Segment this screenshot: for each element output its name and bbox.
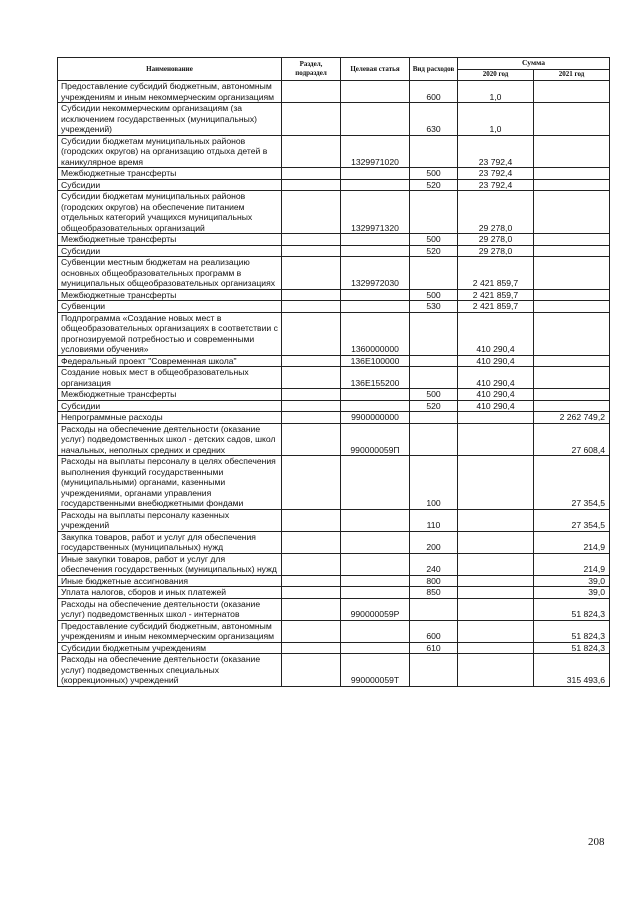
row-sum-2021-cell: 51 824,3 — [534, 642, 610, 654]
row-section-cell — [282, 312, 341, 355]
row-expense-type-cell: 850 — [410, 587, 458, 599]
row-name-cell: Уплата налогов, сборов и иных платежей — [58, 587, 282, 599]
row-target-cell — [341, 245, 410, 257]
table-row — [58, 191, 610, 234]
row-sum-2020-cell: 1,0 — [458, 103, 534, 136]
row-section-cell — [282, 553, 341, 575]
row-name-cell: Субсидии некоммерческим организациям (за исключением государственных (муниципальных) учреждений) — [58, 103, 282, 136]
row-name-cell: Субвенции местным бюджетам на реализацию основных общеобразовательных программ в муниципальных общеобразовательных организациях — [58, 257, 282, 290]
row-section-cell — [282, 423, 341, 456]
row-name-cell: Предоставление субсидий бюджетным, автономным учреждениям и иным некоммерческим организациям — [58, 81, 282, 103]
row-section-cell — [282, 234, 341, 246]
row-sum-2020-cell — [458, 423, 534, 456]
row-expense-type-cell — [410, 135, 458, 168]
row-sum-2020-cell — [458, 575, 534, 587]
row-sum-2021-cell: 51 824,3 — [534, 598, 610, 620]
row-sum-2021-cell — [534, 234, 610, 246]
table-row — [58, 423, 610, 456]
row-expense-type-cell: 500 — [410, 234, 458, 246]
row-sum-2021-cell — [534, 367, 610, 389]
row-expense-type-cell: 520 — [410, 245, 458, 257]
row-target-cell — [341, 575, 410, 587]
row-sum-2020-cell: 410 290,4 — [458, 389, 534, 401]
table-row — [58, 289, 610, 301]
row-expense-type-cell: 500 — [410, 289, 458, 301]
row-sum-2020-cell: 23 792,4 — [458, 135, 534, 168]
row-target-cell: 1360000000 — [341, 312, 410, 355]
row-target-cell — [341, 400, 410, 412]
header-name: Наименование — [58, 58, 282, 81]
row-name-cell: Иные закупки товаров, работ и услуг для обеспечения государственных (муниципальных) нужд — [58, 553, 282, 575]
table-row — [58, 312, 610, 355]
row-name-cell: Непрограммные расходы — [58, 412, 282, 424]
table-row — [58, 456, 610, 510]
row-sum-2021-cell — [534, 191, 610, 234]
row-section-cell — [282, 456, 341, 510]
row-sum-2021-cell: 27 354,5 — [534, 509, 610, 531]
row-section-cell — [282, 301, 341, 313]
row-target-cell — [341, 389, 410, 401]
row-section-cell — [282, 598, 341, 620]
row-sum-2021-cell: 27 608,4 — [534, 423, 610, 456]
row-section-cell — [282, 367, 341, 389]
row-sum-2020-cell: 1,0 — [458, 81, 534, 103]
row-section-cell — [282, 355, 341, 367]
row-name-cell: Иные бюджетные ассигнования — [58, 575, 282, 587]
table-row — [58, 654, 610, 687]
table-row — [58, 81, 610, 103]
row-target-cell — [341, 234, 410, 246]
row-section-cell — [282, 245, 341, 257]
row-sum-2021-cell — [534, 400, 610, 412]
row-name-cell: Расходы на выплаты персоналу казенных учреждений — [58, 509, 282, 531]
row-expense-type-cell — [410, 312, 458, 355]
row-sum-2021-cell — [534, 245, 610, 257]
row-sum-2020-cell — [458, 412, 534, 424]
row-name-cell: Межбюджетные трансферты — [58, 234, 282, 246]
row-name-cell: Предоставление субсидий бюджетным, автономным учреждениям и иным некоммерческим организациям — [58, 620, 282, 642]
row-section-cell — [282, 179, 341, 191]
row-target-cell — [341, 531, 410, 553]
row-sum-2021-cell: 39,0 — [534, 587, 610, 599]
table-row — [58, 553, 610, 575]
row-name-cell: Субсидии бюджетам муниципальных районов (городских округов) на обеспечение питанием отдельных категорий учащихся муниципальных общеобразовательных организаций — [58, 191, 282, 234]
table-row — [58, 245, 610, 257]
row-name-cell: Межбюджетные трансферты — [58, 289, 282, 301]
row-sum-2021-cell — [534, 179, 610, 191]
table-row — [58, 168, 610, 180]
row-name-cell: Расходы на выплаты персоналу в целях обеспечения выполнения функций государственными (муниципальными) органами, казенными учреждениями, органами управления государственными внебюджетными фондами — [58, 456, 282, 510]
row-target-cell — [341, 103, 410, 136]
row-target-cell: 136E100000 — [341, 355, 410, 367]
row-sum-2020-cell — [458, 642, 534, 654]
row-sum-2021-cell — [534, 301, 610, 313]
budget-table — [57, 57, 610, 687]
row-sum-2020-cell: 29 278,0 — [458, 191, 534, 234]
row-section-cell — [282, 168, 341, 180]
table-row — [58, 301, 610, 313]
row-sum-2021-cell: 27 354,5 — [534, 456, 610, 510]
row-section-cell — [282, 620, 341, 642]
row-sum-2020-cell — [458, 553, 534, 575]
row-target-cell: 1329972030 — [341, 257, 410, 290]
table-row — [58, 575, 610, 587]
header-sum: Сумма — [458, 58, 610, 70]
row-section-cell — [282, 289, 341, 301]
row-target-cell: 1329971020 — [341, 135, 410, 168]
row-section-cell — [282, 509, 341, 531]
header-expense-type: Вид расходов — [410, 58, 458, 81]
row-target-cell — [341, 301, 410, 313]
row-section-cell — [282, 575, 341, 587]
row-sum-2020-cell — [458, 587, 534, 599]
row-sum-2020-cell — [458, 509, 534, 531]
row-expense-type-cell — [410, 191, 458, 234]
row-name-cell: Создание новых мест в общеобразовательных организация — [58, 367, 282, 389]
table-row — [58, 257, 610, 290]
row-expense-type-cell: 520 — [410, 400, 458, 412]
row-expense-type-cell: 520 — [410, 179, 458, 191]
row-name-cell: Субсидии — [58, 400, 282, 412]
row-sum-2021-cell — [534, 312, 610, 355]
row-expense-type-cell — [410, 257, 458, 290]
row-target-cell — [341, 553, 410, 575]
row-section-cell — [282, 389, 341, 401]
row-expense-type-cell — [410, 367, 458, 389]
row-target-cell: 1329971320 — [341, 191, 410, 234]
row-target-cell — [341, 289, 410, 301]
row-name-cell: Субсидии бюджетным учреждениям — [58, 642, 282, 654]
row-sum-2020-cell: 410 290,4 — [458, 400, 534, 412]
row-sum-2021-cell: 51 824,3 — [534, 620, 610, 642]
row-name-cell: Субсидии — [58, 245, 282, 257]
row-sum-2020-cell: 410 290,4 — [458, 367, 534, 389]
row-name-cell: Субсидии — [58, 179, 282, 191]
row-section-cell — [282, 257, 341, 290]
page-number: 208 — [588, 836, 605, 848]
table-row — [58, 234, 610, 246]
table-row — [58, 620, 610, 642]
row-section-cell — [282, 531, 341, 553]
header-target: Целевая статья — [341, 58, 410, 81]
row-section-cell — [282, 400, 341, 412]
row-target-cell — [341, 456, 410, 510]
header-section: Раздел, подраздел — [282, 58, 341, 81]
row-sum-2021-cell — [534, 257, 610, 290]
row-section-cell — [282, 191, 341, 234]
row-expense-type-cell: 100 — [410, 456, 458, 510]
row-sum-2021-cell — [534, 135, 610, 168]
row-expense-type-cell: 500 — [410, 389, 458, 401]
row-name-cell: Подпрограмма «Создание новых мест в общеобразовательных организациях в соответствии с прогнозируемой потребностью и современными условиями обучения» — [58, 312, 282, 355]
header-year-2020: 2020 год — [458, 69, 534, 81]
row-name-cell: Межбюджетные трансферты — [58, 389, 282, 401]
row-expense-type-cell: 200 — [410, 531, 458, 553]
row-sum-2021-cell: 214,9 — [534, 531, 610, 553]
row-expense-type-cell: 500 — [410, 168, 458, 180]
row-target-cell — [341, 179, 410, 191]
row-sum-2021-cell — [534, 289, 610, 301]
row-sum-2020-cell: 23 792,4 — [458, 168, 534, 180]
row-target-cell — [341, 81, 410, 103]
row-section-cell — [282, 81, 341, 103]
row-name-cell: Субвенции — [58, 301, 282, 313]
row-target-cell: 9900000000 — [341, 412, 410, 424]
table-row — [58, 531, 610, 553]
table-body — [58, 81, 610, 687]
row-sum-2020-cell — [458, 598, 534, 620]
table-row — [58, 400, 610, 412]
row-sum-2020-cell: 2 421 859,7 — [458, 301, 534, 313]
row-sum-2021-cell — [534, 81, 610, 103]
row-expense-type-cell — [410, 355, 458, 367]
row-expense-type-cell — [410, 598, 458, 620]
row-section-cell — [282, 412, 341, 424]
row-sum-2021-cell: 2 262 749,2 — [534, 412, 610, 424]
row-name-cell: Федеральный проект "Современная школа" — [58, 355, 282, 367]
table-row — [58, 367, 610, 389]
row-name-cell: Субсидии бюджетам муниципальных районов (городских округов) на организацию отдыха детей в каникулярное время — [58, 135, 282, 168]
row-target-cell — [341, 509, 410, 531]
table-row — [58, 587, 610, 599]
row-expense-type-cell: 630 — [410, 103, 458, 136]
row-sum-2020-cell — [458, 456, 534, 510]
row-section-cell — [282, 654, 341, 687]
row-expense-type-cell — [410, 654, 458, 687]
table-row — [58, 642, 610, 654]
row-expense-type-cell: 600 — [410, 620, 458, 642]
row-sum-2020-cell — [458, 620, 534, 642]
row-target-cell — [341, 587, 410, 599]
row-expense-type-cell — [410, 423, 458, 456]
row-expense-type-cell: 800 — [410, 575, 458, 587]
row-sum-2021-cell — [534, 168, 610, 180]
table-header — [58, 58, 610, 81]
row-sum-2021-cell — [534, 103, 610, 136]
row-section-cell — [282, 642, 341, 654]
row-expense-type-cell: 110 — [410, 509, 458, 531]
row-sum-2020-cell: 29 278,0 — [458, 245, 534, 257]
table-row — [58, 389, 610, 401]
row-sum-2020-cell — [458, 531, 534, 553]
row-target-cell — [341, 642, 410, 654]
header-year-2021: 2021 год — [534, 69, 610, 81]
row-sum-2020-cell — [458, 654, 534, 687]
row-sum-2021-cell: 315 493,6 — [534, 654, 610, 687]
row-name-cell: Закупка товаров, работ и услуг для обеспечения государственных (муниципальных) нужд — [58, 531, 282, 553]
table-row — [58, 355, 610, 367]
row-target-cell: 990000059Р — [341, 598, 410, 620]
row-expense-type-cell: 240 — [410, 553, 458, 575]
row-target-cell: 990000059П — [341, 423, 410, 456]
row-sum-2020-cell: 29 278,0 — [458, 234, 534, 246]
table-row — [58, 509, 610, 531]
row-section-cell — [282, 135, 341, 168]
row-sum-2021-cell: 214,9 — [534, 553, 610, 575]
row-sum-2021-cell — [534, 389, 610, 401]
row-name-cell: Расходы на обеспечение деятельности (оказание услуг) подведомственных специальных (коррекционных) учреждений — [58, 654, 282, 687]
row-sum-2020-cell: 2 421 859,7 — [458, 289, 534, 301]
row-name-cell: Расходы на обеспечение деятельности (оказание услуг) подведомственных школ - интернатов — [58, 598, 282, 620]
row-sum-2020-cell: 2 421 859,7 — [458, 257, 534, 290]
row-target-cell: 990000059Т — [341, 654, 410, 687]
table-row — [58, 412, 610, 424]
row-name-cell: Расходы на обеспечение деятельности (оказание услуг) подведомственных школ - детских садов, школ начальных, неполных средних и средних — [58, 423, 282, 456]
header-row-top — [58, 58, 610, 70]
table-row — [58, 103, 610, 136]
row-expense-type-cell: 530 — [410, 301, 458, 313]
row-expense-type-cell: 610 — [410, 642, 458, 654]
row-sum-2021-cell — [534, 355, 610, 367]
row-section-cell — [282, 103, 341, 136]
row-target-cell — [341, 168, 410, 180]
row-target-cell — [341, 620, 410, 642]
table-row — [58, 135, 610, 168]
row-sum-2021-cell: 39,0 — [534, 575, 610, 587]
row-sum-2020-cell: 23 792,4 — [458, 179, 534, 191]
row-expense-type-cell: 600 — [410, 81, 458, 103]
row-name-cell: Межбюджетные трансферты — [58, 168, 282, 180]
table-row — [58, 598, 610, 620]
row-sum-2020-cell: 410 290,4 — [458, 355, 534, 367]
row-section-cell — [282, 587, 341, 599]
row-expense-type-cell — [410, 412, 458, 424]
row-sum-2020-cell: 410 290,4 — [458, 312, 534, 355]
table-row — [58, 179, 610, 191]
row-target-cell: 136E155200 — [341, 367, 410, 389]
